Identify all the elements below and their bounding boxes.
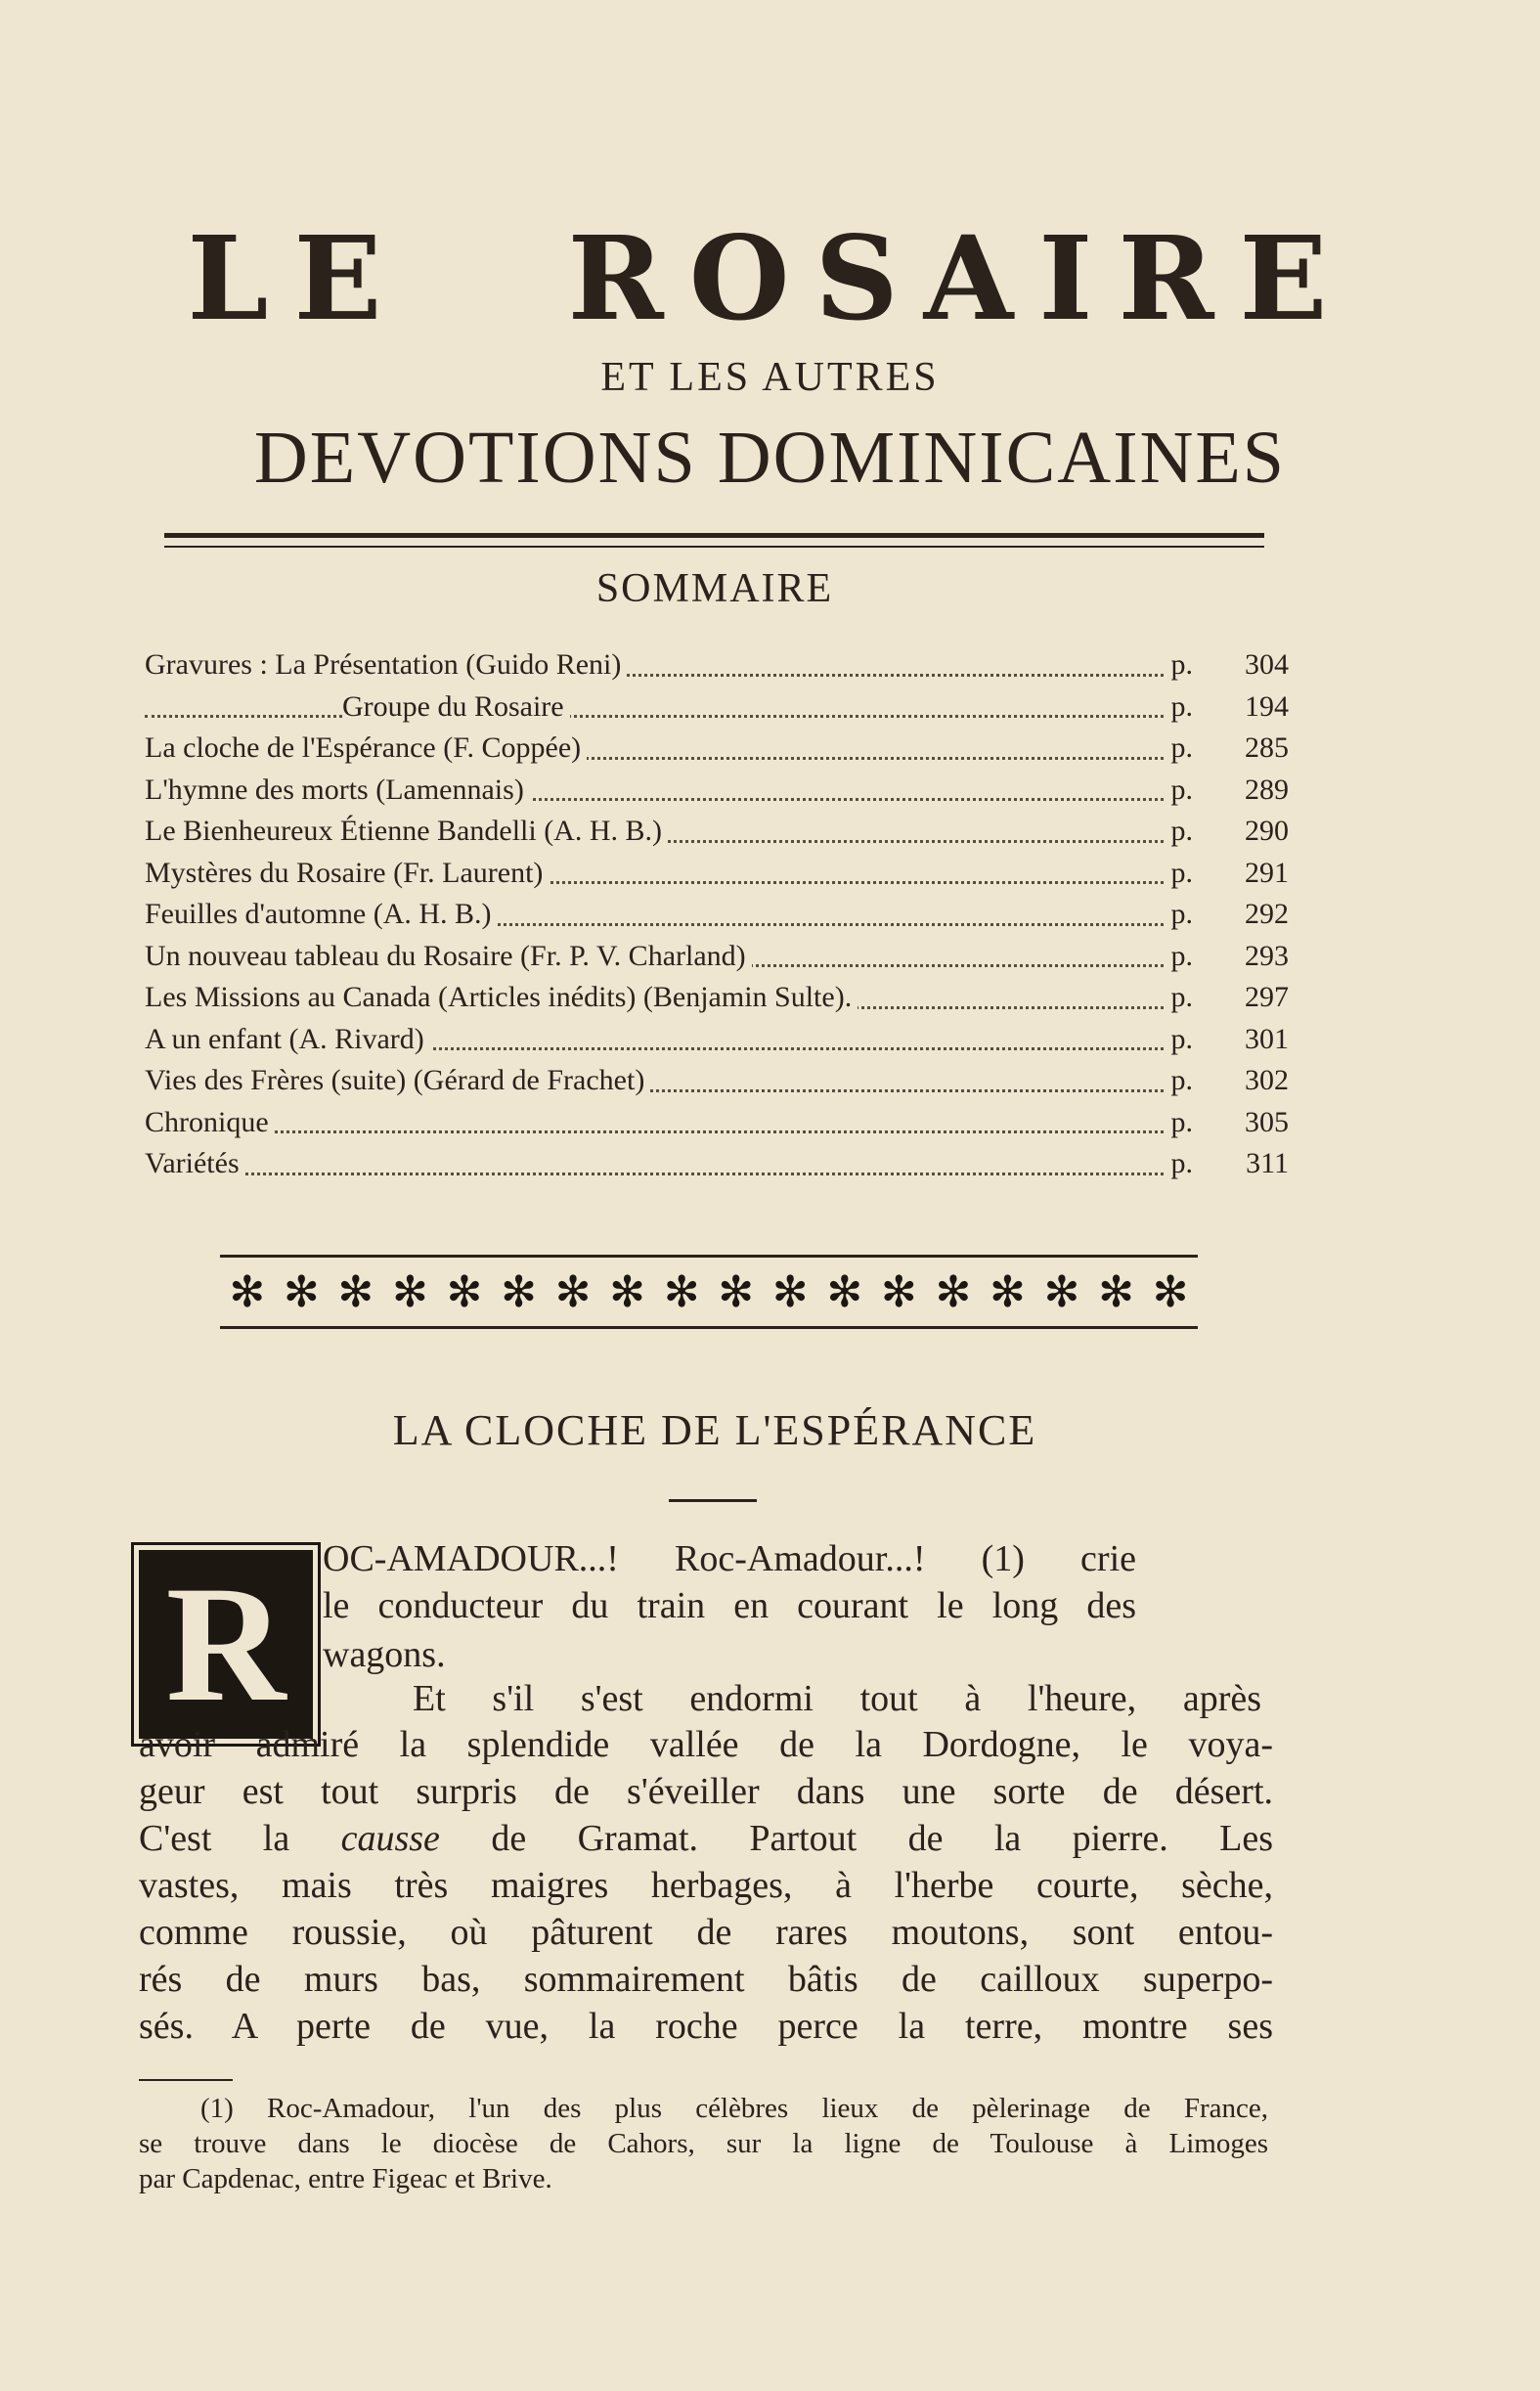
masthead-title	[0, 210, 1540, 357]
toc-entry-title: Groupe du Rosaire	[342, 686, 570, 728]
toc-entry	[145, 894, 1298, 936]
toc-entry-title: Gravures : La Présentation (Guido Reni)	[145, 644, 627, 686]
drop-cap: R	[139, 1550, 313, 1739]
toc-entry	[145, 811, 1298, 853]
toc-page-label: p.	[1166, 853, 1194, 894]
toc-page-label: p.	[1166, 1143, 1194, 1184]
toc-leader-dots	[145, 715, 1181, 718]
masthead-main-title: DEVOTIONS DOMINICAINES	[253, 417, 1287, 499]
toc-page-number: 301	[1245, 1022, 1289, 1055]
italic-word: causse	[340, 1818, 440, 1859]
snowflake-ornament-icon: ✻	[501, 1267, 537, 1316]
body-line: wagons.	[323, 1634, 446, 1675]
masthead-rule-thick	[164, 533, 1264, 538]
body-line: OC-AMADOUR...! Roc-Amadour...! (1) crie	[323, 1538, 1136, 1579]
toc-entry-title: Vies des Frères (suite) (Gérard de Frachet)	[145, 1060, 650, 1101]
table-of-contents	[145, 644, 1298, 1185]
toc-entry	[145, 977, 1298, 1019]
toc-page-number: 302	[1245, 1064, 1289, 1096]
ornament-band	[220, 1255, 1198, 1329]
toc-entry-title: Feuilles d'automne (A. H. B.)	[145, 894, 498, 935]
toc-entry-title: La cloche de l'Espérance (F. Coppée)	[145, 728, 587, 769]
toc-page-number: 305	[1245, 1105, 1289, 1138]
toc-page-number: 290	[1245, 815, 1289, 847]
toc-entry-title: Chronique	[145, 1102, 275, 1143]
sommaire-heading: SOMMAIRE	[595, 566, 834, 611]
toc-page-number: 293	[1245, 939, 1289, 972]
masthead-rule-thin	[164, 546, 1264, 548]
snowflake-ornament-icon: ✻	[554, 1267, 592, 1316]
toc-entry	[145, 1019, 1298, 1061]
snowflake-ornament-icon: ✻	[989, 1267, 1026, 1316]
toc-page-number: 311	[1246, 1147, 1289, 1179]
toc-page-number: 289	[1245, 773, 1289, 806]
toc-leader-dots	[145, 1173, 1181, 1175]
toc-entry	[145, 1060, 1298, 1102]
body-text: C'est la	[139, 1818, 290, 1859]
toc-page-number: 292	[1245, 898, 1289, 930]
snowflake-ornament-icon: ✻	[229, 1267, 266, 1316]
toc-entry-title: Le Bienheureux Étienne Bandelli (A. H. B.)	[145, 811, 668, 852]
title-word-rosaire: ROSAIRE	[567, 210, 1353, 346]
snowflake-ornament-icon: ✻	[718, 1267, 755, 1316]
snowflake-ornament-icon: ✻	[1098, 1267, 1134, 1316]
toc-entry-title: A un enfant (A. Rivard)	[145, 1019, 430, 1060]
snowflake-ornament-icon: ✻	[1043, 1267, 1080, 1316]
article-title: LA CLOCHE DE L'ESPÉRANCE	[392, 1406, 1037, 1454]
snowflake-ornament-icon: ✻	[337, 1267, 374, 1316]
footnote-line: se trouve dans le diocèse de Cahors, sur la ligne de Toulouse à Limoges	[139, 2128, 1268, 2159]
toc-entry	[145, 936, 1298, 978]
toc-entry-title: Variétés	[145, 1143, 245, 1184]
snowflake-ornament-icon: ✻	[935, 1267, 972, 1316]
body-line: le conducteur du train en courant le long des	[323, 1585, 1136, 1626]
snowflake-ornament-icon: ✻	[1152, 1267, 1189, 1316]
body-line: sés. A perte de vue, la roche perce la terre, montre ses	[139, 2006, 1273, 2047]
body-line: avoir admiré la splendide vallée de la Dordogne, le voya-	[139, 1724, 1273, 1765]
body-line: rés de murs bas, sommairement bâtis de cailloux superpo-	[139, 1959, 1273, 2000]
body-line: vastes, mais très maigres herbages, à l'herbe courte, sèche,	[139, 1865, 1273, 1906]
masthead-subtitle: ET LES AUTRES	[600, 355, 940, 400]
toc-page-label: p.	[1166, 1102, 1194, 1143]
toc-page-label: p.	[1166, 686, 1194, 728]
footnote-line: (1) Roc-Amadour, l'un des plus célèbres lieux de pèlerinage de France,	[200, 2093, 1268, 2124]
body-text: de Gramat. Partout de la pierre. Les	[491, 1818, 1273, 1859]
toc-page-label: p.	[1166, 728, 1194, 769]
toc-page-label: p.	[1166, 1019, 1194, 1060]
body-line: comme roussie, où pâturent de rares moutons, sont entou-	[139, 1912, 1273, 1953]
toc-page-number: 297	[1245, 981, 1289, 1013]
toc-entry	[145, 686, 1298, 729]
snowflake-ornament-icon: ✻	[826, 1267, 863, 1316]
footnote-line: par Capdenac, entre Figeac et Brive.	[139, 2163, 552, 2194]
toc-page-number: 285	[1245, 731, 1289, 764]
toc-entry	[145, 853, 1298, 895]
body-line	[139, 1817, 1273, 1860]
footnote-rule	[139, 2079, 233, 2081]
toc-page-label: p.	[1166, 1060, 1194, 1101]
toc-entry	[145, 770, 1298, 812]
toc-page-label: p.	[1166, 811, 1194, 852]
toc-entry	[145, 728, 1298, 770]
toc-leader-dots	[145, 1130, 1181, 1133]
snowflake-ornament-icon: ✻	[609, 1267, 646, 1316]
toc-page-label: p.	[1166, 936, 1194, 977]
snowflake-ornament-icon: ✻	[880, 1267, 917, 1316]
body-line: Et s'il s'est endormi tout à l'heure, après	[413, 1678, 1261, 1719]
snowflake-ornament-icon: ✻	[663, 1267, 700, 1316]
toc-entry	[145, 644, 1298, 686]
snowflake-ornament-icon: ✻	[771, 1267, 809, 1316]
snowflake-ornament-icon: ✻	[391, 1267, 428, 1316]
toc-page-label: p.	[1166, 644, 1194, 686]
toc-entry-title: Un nouveau tableau du Rosaire (Fr. P. V. Charland)	[145, 936, 752, 977]
snowflake-ornament-icon: ✻	[283, 1267, 320, 1316]
toc-entry-title: Mystères du Rosaire (Fr. Laurent)	[145, 853, 549, 894]
toc-page-number: 194	[1245, 689, 1289, 723]
toc-page-number: 291	[1245, 856, 1289, 889]
snowflake-ornament-icon: ✻	[446, 1267, 483, 1316]
title-underline	[669, 1499, 757, 1502]
title-word-le: LE	[187, 210, 408, 346]
toc-page-label: p.	[1166, 770, 1194, 811]
toc-entry-title: L'hymne des morts (Lamennais)	[145, 770, 530, 811]
toc-entry-title: Les Missions au Canada (Articles inédits) (Benjamin Sulte).	[145, 977, 858, 1018]
toc-entry	[145, 1143, 1298, 1185]
body-line: geur est tout surpris de s'éveiller dans une sorte de désert.	[139, 1771, 1273, 1812]
toc-page-number: 304	[1245, 648, 1289, 681]
toc-page-label: p.	[1166, 977, 1194, 1018]
toc-entry	[145, 1102, 1298, 1144]
toc-page-label: p.	[1166, 894, 1194, 935]
